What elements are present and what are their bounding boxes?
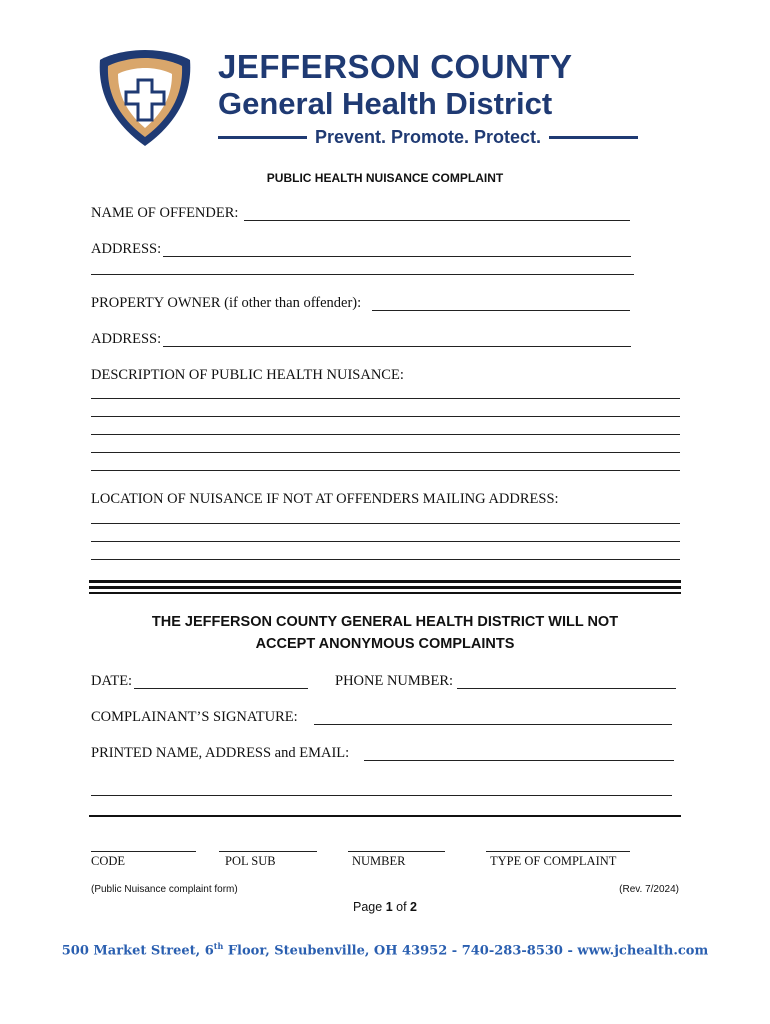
footer-address-pre: 500 Market Street, 6 [61, 943, 214, 959]
signature-field[interactable] [314, 724, 672, 725]
signature-label: COMPLAINANT’S SIGNATURE: [91, 709, 298, 725]
printed-name-label: PRINTED NAME, ADDRESS and EMAIL: [91, 745, 350, 761]
location-line-1[interactable] [91, 523, 680, 524]
number-label: NUMBER [352, 854, 406, 868]
property-owner-label: PROPERTY OWNER (if other than offender): [91, 295, 362, 311]
phone-field[interactable] [457, 688, 676, 689]
offender-address-field-2[interactable] [91, 274, 634, 275]
location-line-2[interactable] [91, 541, 680, 542]
description-line-3[interactable] [91, 434, 680, 435]
page-number [0, 900, 770, 914]
description-line-2[interactable] [91, 416, 680, 417]
code-field[interactable] [91, 851, 196, 852]
form-name-note: (Public Nuisance complaint form) [91, 884, 238, 895]
divider-rule-3 [89, 592, 681, 594]
divider-rule-1 [89, 580, 681, 583]
pol-sub-field[interactable] [219, 851, 317, 852]
revision-note: (Rev. 7/2024) [619, 884, 679, 895]
brand-line-1: JEFFERSON COUNTY [218, 48, 573, 85]
date-label: DATE: [91, 673, 133, 689]
warning-line-2: ACCEPT ANONYMOUS COMPLAINTS [255, 636, 515, 652]
owner-address-field[interactable] [163, 346, 631, 347]
warning-line-1: THE JEFFERSON COUNTY GENERAL HEALTH DISTRICT WILL NOT [151, 614, 619, 630]
number-field[interactable] [348, 851, 445, 852]
name-of-offender-label: NAME OF OFFENDER: [91, 205, 239, 221]
printed-name-field[interactable] [364, 760, 674, 761]
location-label: LOCATION OF NUISANCE IF NOT AT OFFENDERS MAILING ADDRESS: [91, 491, 559, 507]
description-line-4[interactable] [91, 452, 680, 453]
type-of-complaint-label: TYPE OF COMPLAINT [490, 854, 617, 868]
type-of-complaint-field[interactable] [486, 851, 630, 852]
offender-address-label: ADDRESS: [91, 241, 162, 257]
brand-line-2: General Health District [218, 86, 553, 121]
divider-rule-2 [89, 586, 681, 589]
printed-name-field-2[interactable] [91, 795, 672, 796]
code-label: CODE [91, 854, 126, 868]
page-of: of [392, 900, 411, 914]
description-label: DESCRIPTION OF PUBLIC HEALTH NUISANCE: [91, 367, 404, 383]
shield-logo-icon [96, 46, 194, 150]
phone-label: PHONE NUMBER: [335, 673, 454, 689]
description-line-5[interactable] [91, 470, 680, 471]
footer-address-sup: th [213, 941, 224, 951]
page-prefix: Page [353, 900, 386, 914]
owner-address-label: ADDRESS: [91, 331, 162, 347]
footer-address-post: Floor, Steubenville, OH 43952 - 740-283-8530 - www.jchealth.com [223, 943, 709, 959]
description-line-1[interactable] [91, 398, 680, 399]
offender-address-field[interactable] [163, 256, 631, 257]
date-field[interactable] [134, 688, 308, 689]
footer-address [0, 941, 770, 958]
pol-sub-label: POL SUB [225, 854, 276, 868]
page-current: 1 [385, 900, 393, 914]
tagline-text: Prevent. Promote. Protect. [314, 126, 542, 147]
tagline-rule-left [218, 136, 307, 139]
property-owner-field[interactable] [372, 310, 630, 311]
page-total: 2 [410, 900, 417, 914]
tagline [218, 126, 638, 148]
tagline-rule-right [549, 136, 638, 139]
location-line-3[interactable] [91, 559, 680, 560]
divider-rule-4 [89, 815, 681, 817]
name-of-offender-field[interactable] [244, 220, 630, 221]
form-title: PUBLIC HEALTH NUISANCE COMPLAINT [266, 171, 504, 185]
